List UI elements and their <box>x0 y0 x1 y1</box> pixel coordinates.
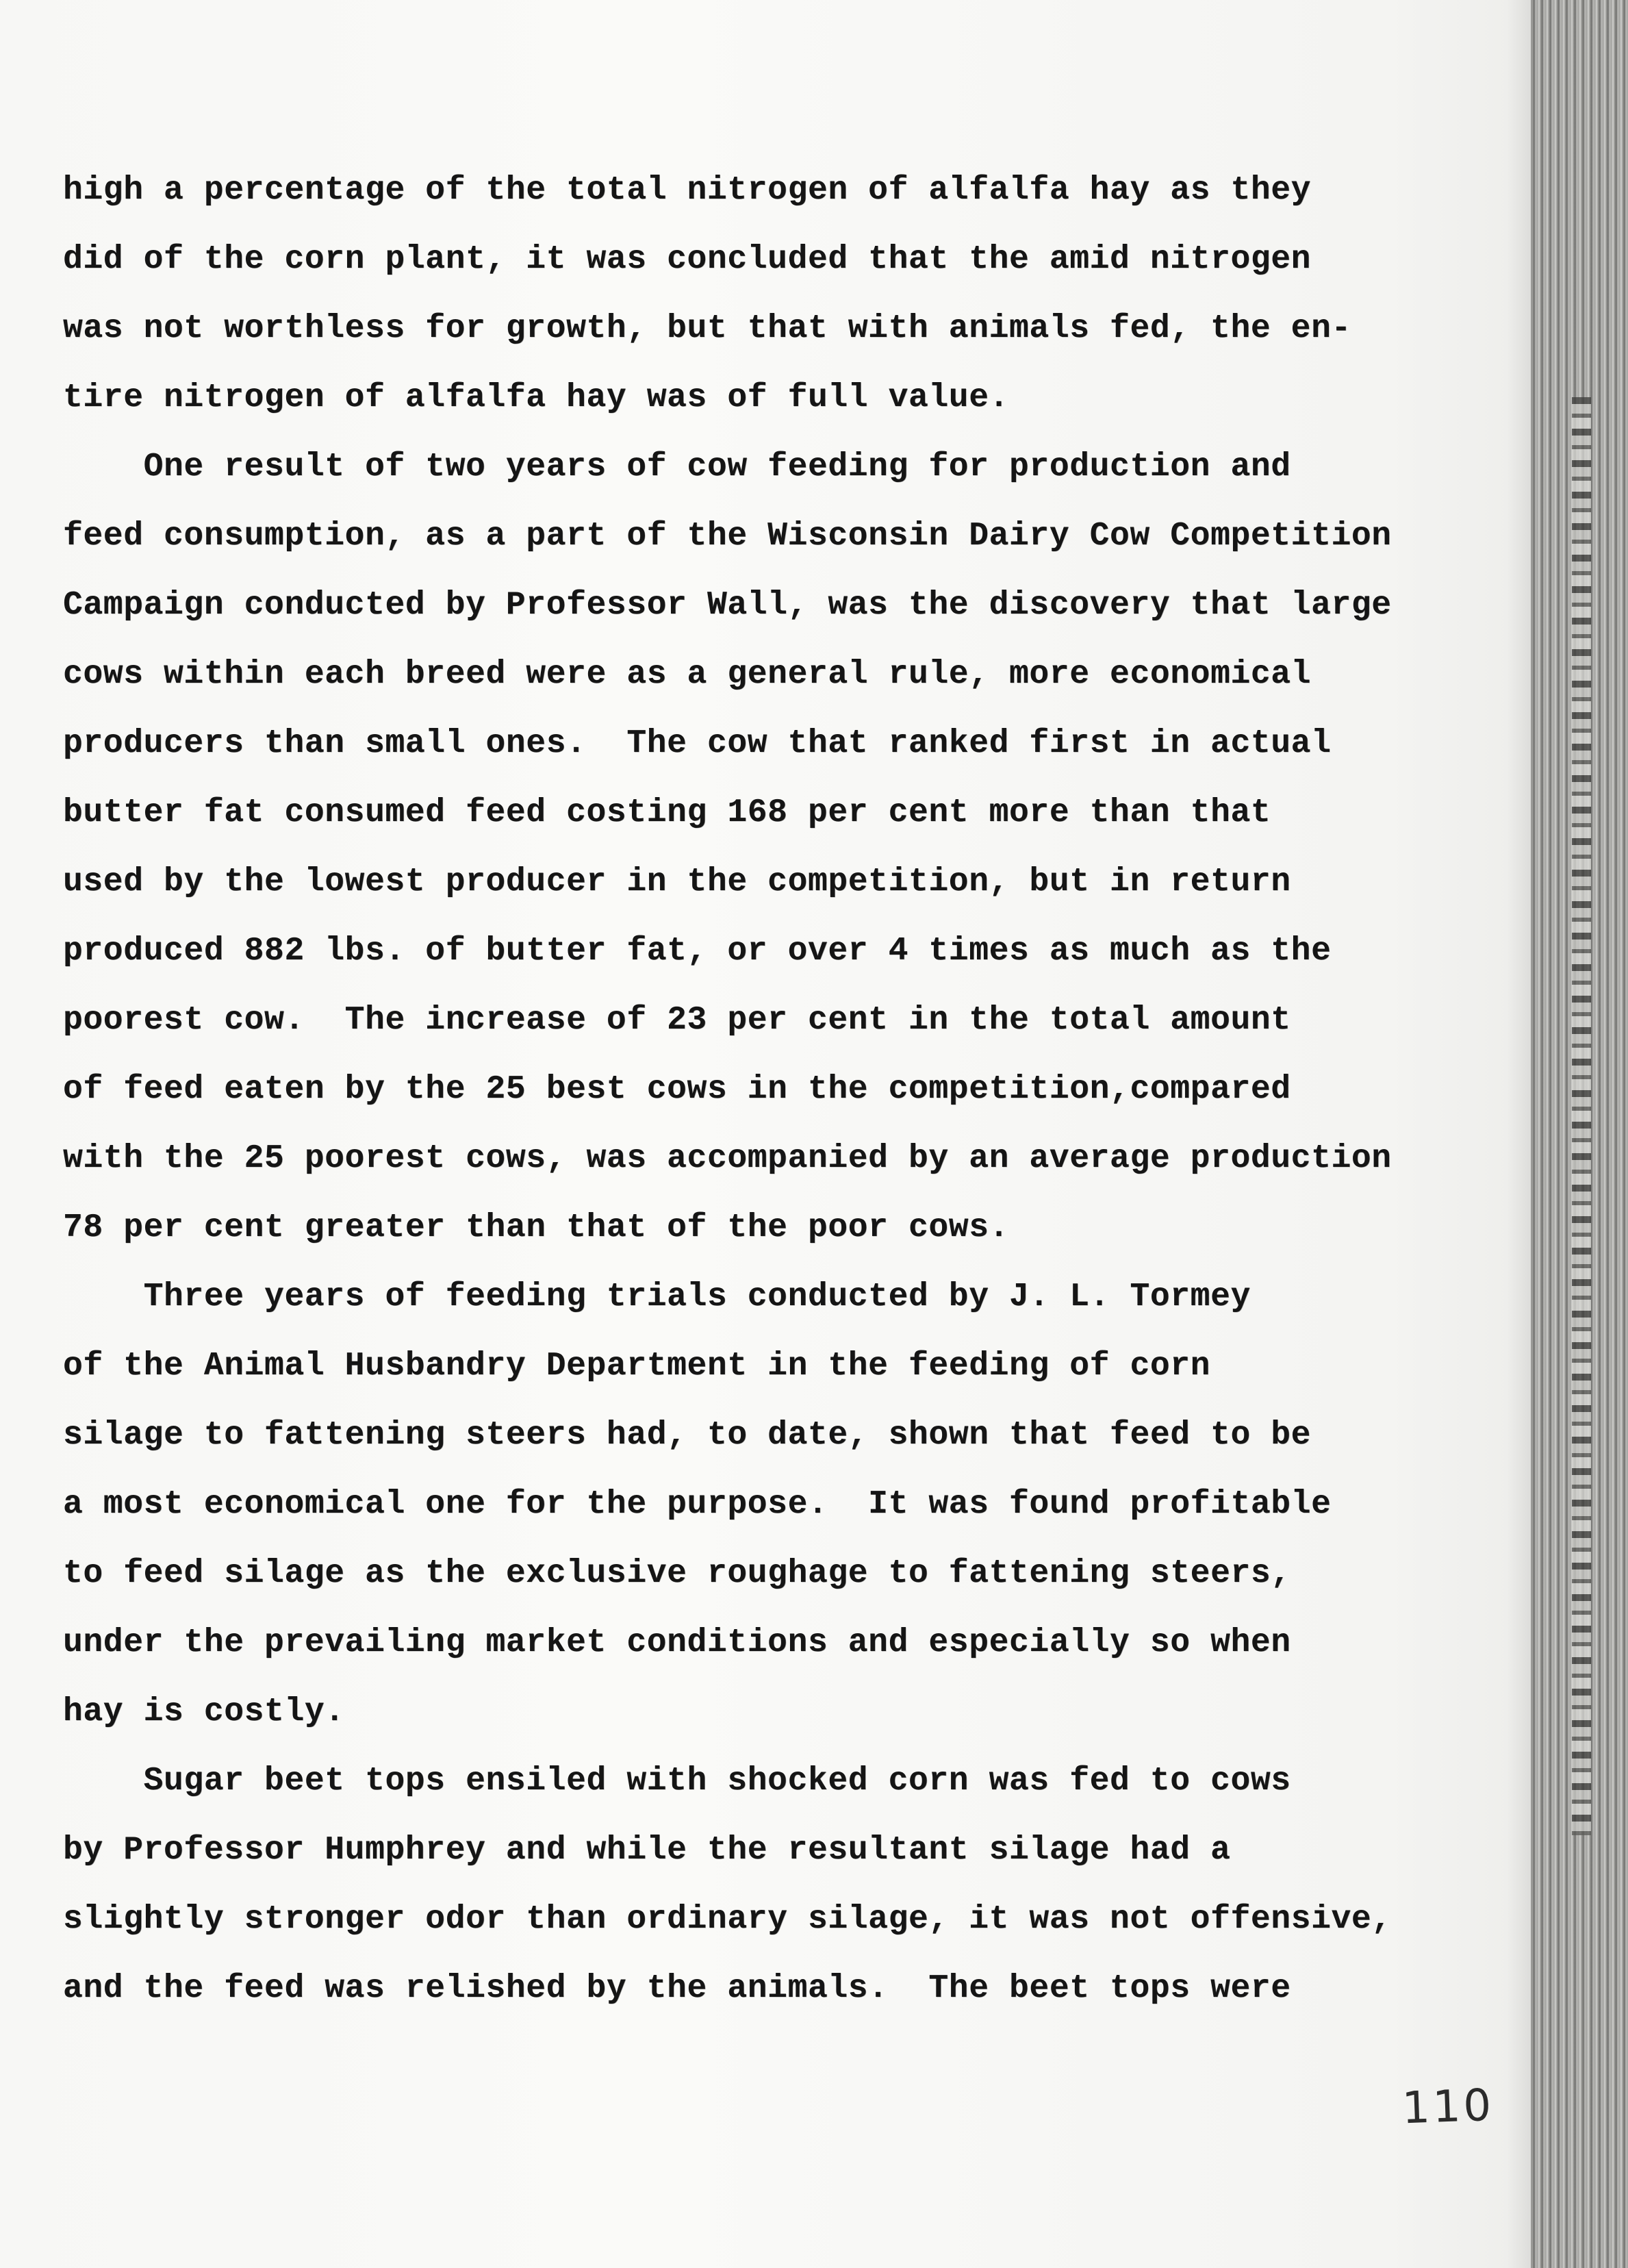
paragraph-start-line: Sugar beet tops ensiled with shocked corn was fed to cows <box>63 1763 1291 1800</box>
text-line: of feed eaten by the 25 best cows in the competition,compared <box>63 1071 1291 1108</box>
text-line: cows within each breed were as a general rule, more economical <box>63 656 1312 693</box>
text-line: 78 per cent greater than that of the poor cows. <box>63 1209 1010 1246</box>
text-line: of the Animal Husbandry Department in the feeding of corn <box>63 1348 1211 1385</box>
text-line: producers than small ones. The cow that ranked first in actual <box>63 725 1332 762</box>
text-line: poorest cow. The increase of 23 per cent in the total amount <box>63 1002 1291 1039</box>
text-line: slightly stronger odor than ordinary silage, it was not offensive, <box>63 1901 1392 1938</box>
book-spine-strip <box>1572 397 1591 1835</box>
page-number: 110 <box>1401 2080 1495 2134</box>
text-line: butter fat consumed feed costing 168 per cent more than that <box>63 794 1271 831</box>
text-line: silage to fattening steers had, to date, shown that feed to be <box>63 1417 1312 1454</box>
paragraph-start-line: One result of two years of cow feeding for production and <box>63 449 1291 486</box>
text-line: produced 882 lbs. of butter fat, or over 4 times as much as the <box>63 933 1332 970</box>
text-line: high a percentage of the total nitrogen of alfalfa hay as they <box>63 172 1312 209</box>
text-line: used by the lowest producer in the competition, but in return <box>63 864 1291 900</box>
paragraph-start-line: Three years of feeding trials conducted by J. L. Tormey <box>63 1278 1251 1315</box>
text-line: and the feed was relished by the animals. The beet tops were <box>63 1970 1291 2007</box>
text-line: to feed silage as the exclusive roughage to fattening steers, <box>63 1555 1291 1592</box>
text-line: Campaign conducted by Professor Wall, was the discovery that large <box>63 587 1392 624</box>
text-line: did of the corn plant, it was concluded that the amid nitrogen <box>63 241 1312 278</box>
text-line: by Professor Humphrey and while the resultant silage had a <box>63 1832 1231 1869</box>
text-line: hay is costly. <box>63 1693 345 1730</box>
text-line: under the prevailing market conditions and especially so when <box>63 1624 1291 1661</box>
text-line: feed consumption, as a part of the Wisconsin Dairy Cow Competition <box>63 518 1392 555</box>
text-line: tire nitrogen of alfalfa hay was of full value. <box>63 379 1010 416</box>
text-line: was not worthless for growth, but that with animals fed, the en- <box>63 310 1351 347</box>
text-line: a most economical one for the purpose. It was found profitable <box>63 1486 1332 1523</box>
page-gutter-shadow <box>1506 0 1534 2268</box>
text-line: with the 25 poorest cows, was accompanied by an average production <box>63 1140 1392 1177</box>
